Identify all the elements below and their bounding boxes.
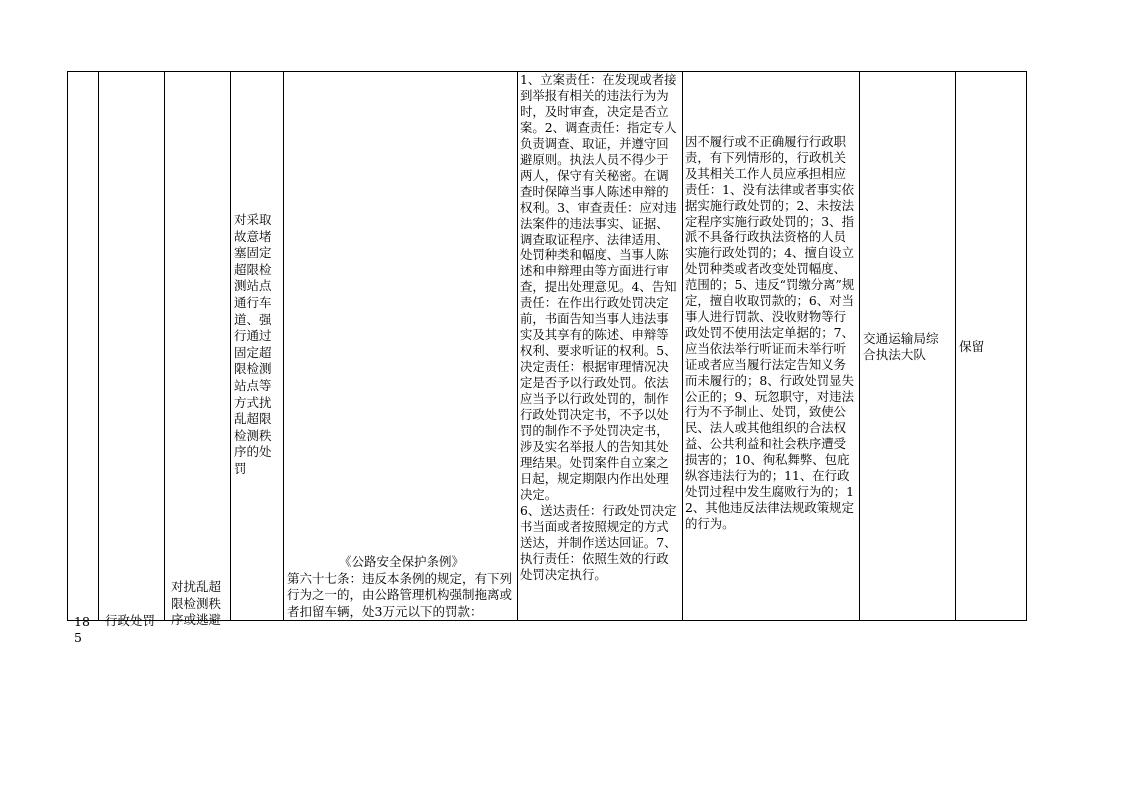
column-border bbox=[682, 71, 683, 621]
status-cell bbox=[957, 72, 1025, 620]
column-border bbox=[67, 71, 68, 621]
department-cell bbox=[861, 72, 954, 620]
column-border bbox=[955, 71, 956, 621]
column-border bbox=[230, 71, 231, 621]
status-text: 保留 bbox=[959, 339, 985, 354]
responsibilities-text: 1、立案责任：在发现或者接到举报有相关的违法行为为时，及时审查，决定是否立案。2、调查责任：指定专人负责调查、取证，并遵守回避原则。执法人员不得少于两人，保守有关秘密。在调查时保障当事人陈述申辩的权利。3、审查责任：应对违法案件的违法事实、证据、调查取证程序、法律适用、处罚种类和幅度、当事人陈述和申辩理由等方面进行审查，提出处理意见。4、告知责任：在作出行政处罚决定前，书面告知当事人违法事实及其享有的陈述、申辩等权利、要求听证的权利。5、决定责任：根据审理情况决定是否予以行政处罚。依法应当予以行政处罚的，制作行政处罚决定书，不予以处罚的制作不予处罚决定书，涉及实名举报人的告知其处理结果。处罚案件自立案之日起，规定期限内作出处理决定。 6、送达责任：行政处罚决定书当面或者按照规定的方式送达，并制作送达回证。7、执行责任：依照生效的行政处罚决定执行。 bbox=[520, 72, 677, 582]
column-border bbox=[283, 71, 284, 621]
accountability-text: 因不履行或不正确履行行政职责，有下列情形的，行政机关及其相关工作人员应承担相应责任：1、没有法律或者事实依据实施行政处罚的；2、未按法定程序实施行政处罚的；3、指派不具备行政执法资格的人员实施行政处罚的；4、擅自设立处罚种类或者改变处罚幅度、范围的；5、违反“罚缴分离”规定，擅自收取罚款的；6、对当事人进行罚款、没收财物等行政处罚不使用法定单据的；7、应当依法举行听证而未举行听证或者应当履行法定告知义务而未履行的；8、行政处罚显失公正的；9、玩忽职守，对违法行为不予制止、处罚，致使公民、法人或其他组织的合法权益、公共利益和社会秩序遭受损害的；10、徇私舞弊、包庇纵容违法行为的；11、在行政处罚过程中发生腐败行为的；12、其他违反法律法规政策规定的行为。 bbox=[685, 134, 855, 531]
sub-item-text: 对采取故意堵塞固定超限检测站点通行车道、强行通过固定超限检测站点等方式扰乱超限检测秩序的处罚 bbox=[234, 212, 272, 476]
legal-basis-title: 《公路安全保护条例》 bbox=[338, 554, 464, 569]
department-text: 交通运输局综合执法大队 bbox=[863, 331, 939, 363]
sub-item-cell bbox=[232, 72, 282, 620]
column-border bbox=[98, 71, 99, 621]
item-name-text: 对扰乱超限检测秩序或逃避 bbox=[171, 579, 222, 627]
column-border bbox=[517, 71, 518, 621]
category-text: 行政处罚 bbox=[105, 613, 156, 628]
item-name-cell bbox=[166, 72, 229, 627]
responsibilities-cell bbox=[519, 72, 681, 620]
column-border bbox=[1026, 71, 1027, 621]
category-cell bbox=[100, 72, 163, 628]
accountability-cell bbox=[684, 72, 858, 620]
legal-basis-cell bbox=[285, 72, 516, 620]
column-border bbox=[859, 71, 860, 621]
row-number: 185 bbox=[74, 614, 90, 645]
row-number-cell bbox=[69, 72, 97, 645]
column-border bbox=[164, 71, 165, 621]
legal-basis-text: 第六十七条：违反本条例的规定，有下列行为之一的，由公路管理机构强制拖离或者扣留车辆，处3万元以下的罚款： bbox=[287, 570, 513, 619]
